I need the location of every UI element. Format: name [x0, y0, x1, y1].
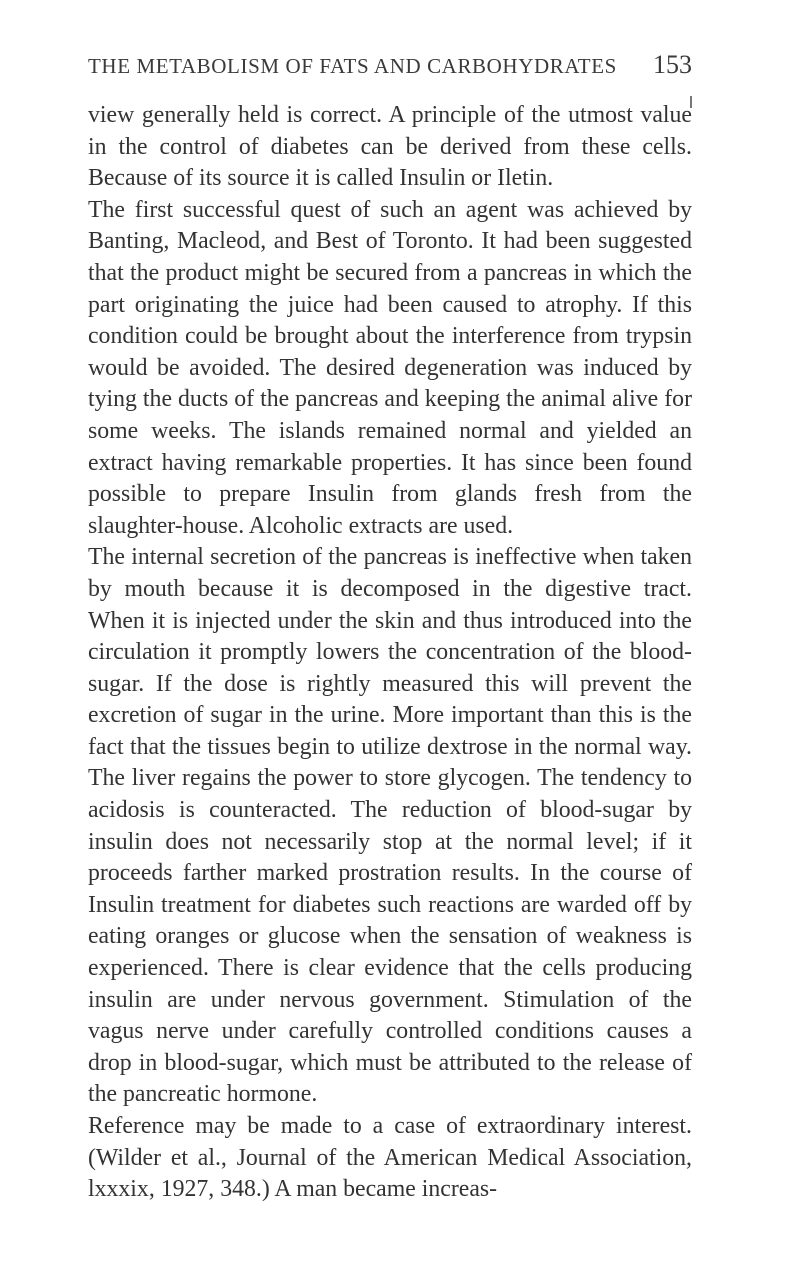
running-head [88, 50, 692, 84]
running-title: THE METABOLISM OF FATS AND CARBOHYDRATES [88, 54, 617, 78]
paragraph-2: The first successful quest of such an agent was achieved by Banting, Macleod, and Best of Toronto. It had been suggested that the product might be secured from a pancreas in which the part originating the juice had been caused to atrophy. If this condition could be brought about the interference from trypsin would be avoided. The desired degeneration was induced by tying the ducts of the pancreas and keeping the animal alive for some weeks. The islands remained normal and yielded an extract having remarkable properties. It has since been found possible to prepare Insulin from glands fresh from the slaughter-house. Alcoholic extracts are used. [88, 196, 692, 539]
paragraph-4: Reference may be made to a case of extraordinary interest. (Wilder et al., Journal of the American Medical Association, lxxxix, 1927, 348.) A man became increas- [88, 1113, 692, 1203]
body-text [88, 100, 692, 1206]
page-number: 153 [653, 50, 692, 79]
paragraph-1: view generally held is correct. A principle of the utmost value in the control of diabetes can be derived from these cells. Because of its source it is called Insulin or Iletin. [88, 102, 692, 192]
paragraph-3: The internal secretion of the pancreas is ineffective when taken by mouth because it is decomposed in the digestive tract. When it is injected under the skin and thus introduced into the circulation it promptly lowers the concentration of the blood-sugar. If the dose is rightly measured this will prevent the excretion of sugar in the urine. More important than this is the fact that the tissues begin to utilize dextrose in the normal way. The liver regains the power to store glycogen. The tendency to acidosis is counteracted. The reduction of blood-sugar by insulin does not necessarily stop at the normal level; if it proceeds farther marked prostration results. In the course of Insulin treatment for diabetes such reactions are warded off by eating oranges or glucose when the sensation of weakness is experienced. There is clear evidence that the cells producing insulin are under nervous government. Stimulation of the vagus nerve under carefully controlled conditions causes a drop in blood-sugar, which must be attributed to the release of the pancreatic hormone. [88, 544, 692, 1108]
